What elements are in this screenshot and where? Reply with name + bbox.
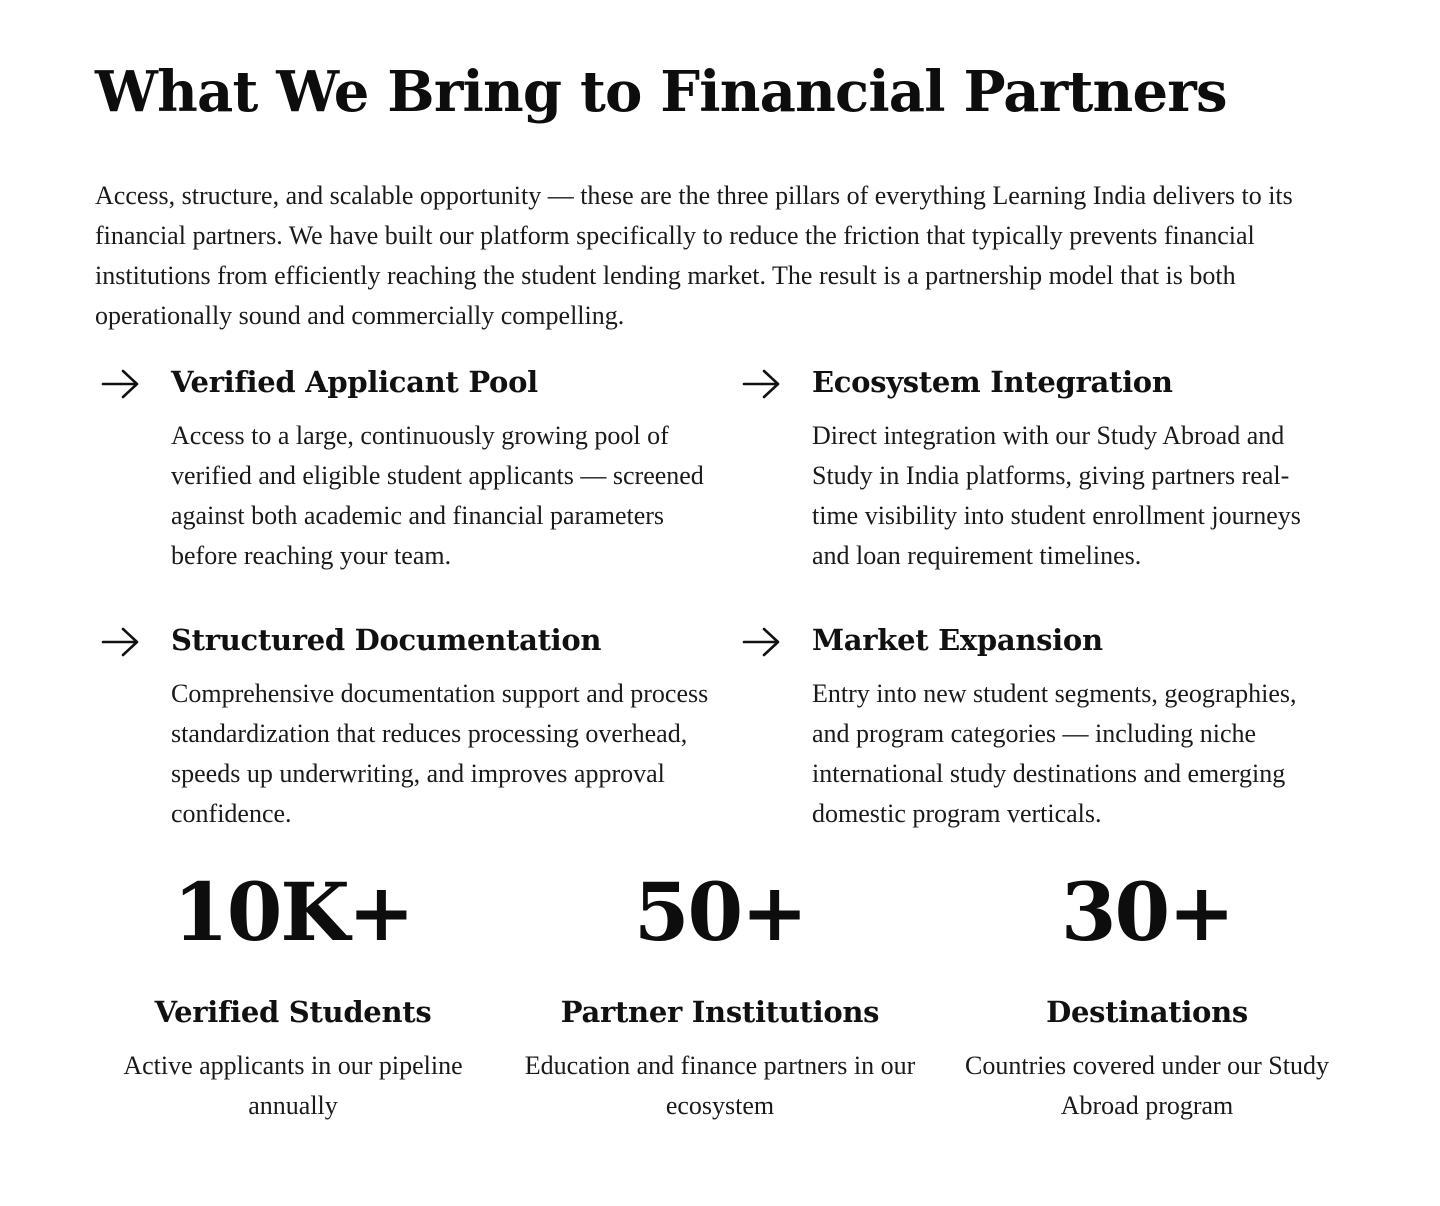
stat-description: Active applicants in our pipeline annually [123,1051,463,1120]
feature-verified-applicant-pool [95,362,736,620]
feature-description: Access to a large, continuously growing pool of verified and eligible student applicants — screened against both academic and financial parameters before reaching your team. [171,421,704,570]
stat-description: Countries covered under our Study Abroad program [965,1051,1329,1120]
stat-destinations [949,866,1345,1126]
stat-label: Verified Students [154,995,432,1029]
features-grid [95,362,1345,834]
arrow-right-icon [736,362,812,406]
stat-value: 10K+ [173,865,413,959]
feature-market-expansion [736,620,1345,834]
stat-label: Partner Institutions [560,995,880,1029]
arrow-right-icon [736,620,812,664]
feature-title: Market Expansion [812,623,1103,657]
stat-description: Education and finance partners in our ecosystem [524,1051,916,1120]
feature-title: Structured Documentation [171,623,602,657]
feature-title: Ecosystem Integration [812,365,1173,399]
feature-description: Entry into new student segments, geographies, and program categories — including niche international study destinations and emerging domestic program verticals. [812,679,1297,828]
stats-row [95,866,1345,1126]
page-title: What We Bring to Financial Partners [95,59,1227,125]
feature-description: Comprehensive documentation support and process standardization that reduces processing overhead, speeds up underwriting, and improves approval confidence. [171,679,709,828]
arrow-right-icon [95,362,171,406]
arrow-right-icon [95,620,171,664]
stat-label: Destinations [1046,995,1248,1029]
stat-value: 50+ [633,865,807,959]
stat-partner-institutions [522,866,918,1126]
stat-verified-students [95,866,491,1126]
intro-paragraph: Access, structure, and scalable opportunity — these are the three pillars of everything Learning India delivers to its financial partners. We have built our platform specifically to reduce the friction that typically prevents financial institutions from efficiently reaching the student lending market. The result is a partnership model that is both operationally sound and commercially compelling. [95,181,1293,330]
stat-value: 30+ [1060,865,1234,959]
feature-structured-documentation [95,620,736,834]
feature-description: Direct integration with our Study Abroad and Study in India platforms, giving partners real-time visibility into student enrollment journeys and loan requirement timelines. [812,421,1301,570]
feature-title: Verified Applicant Pool [171,365,538,399]
feature-ecosystem-integration [736,362,1345,620]
